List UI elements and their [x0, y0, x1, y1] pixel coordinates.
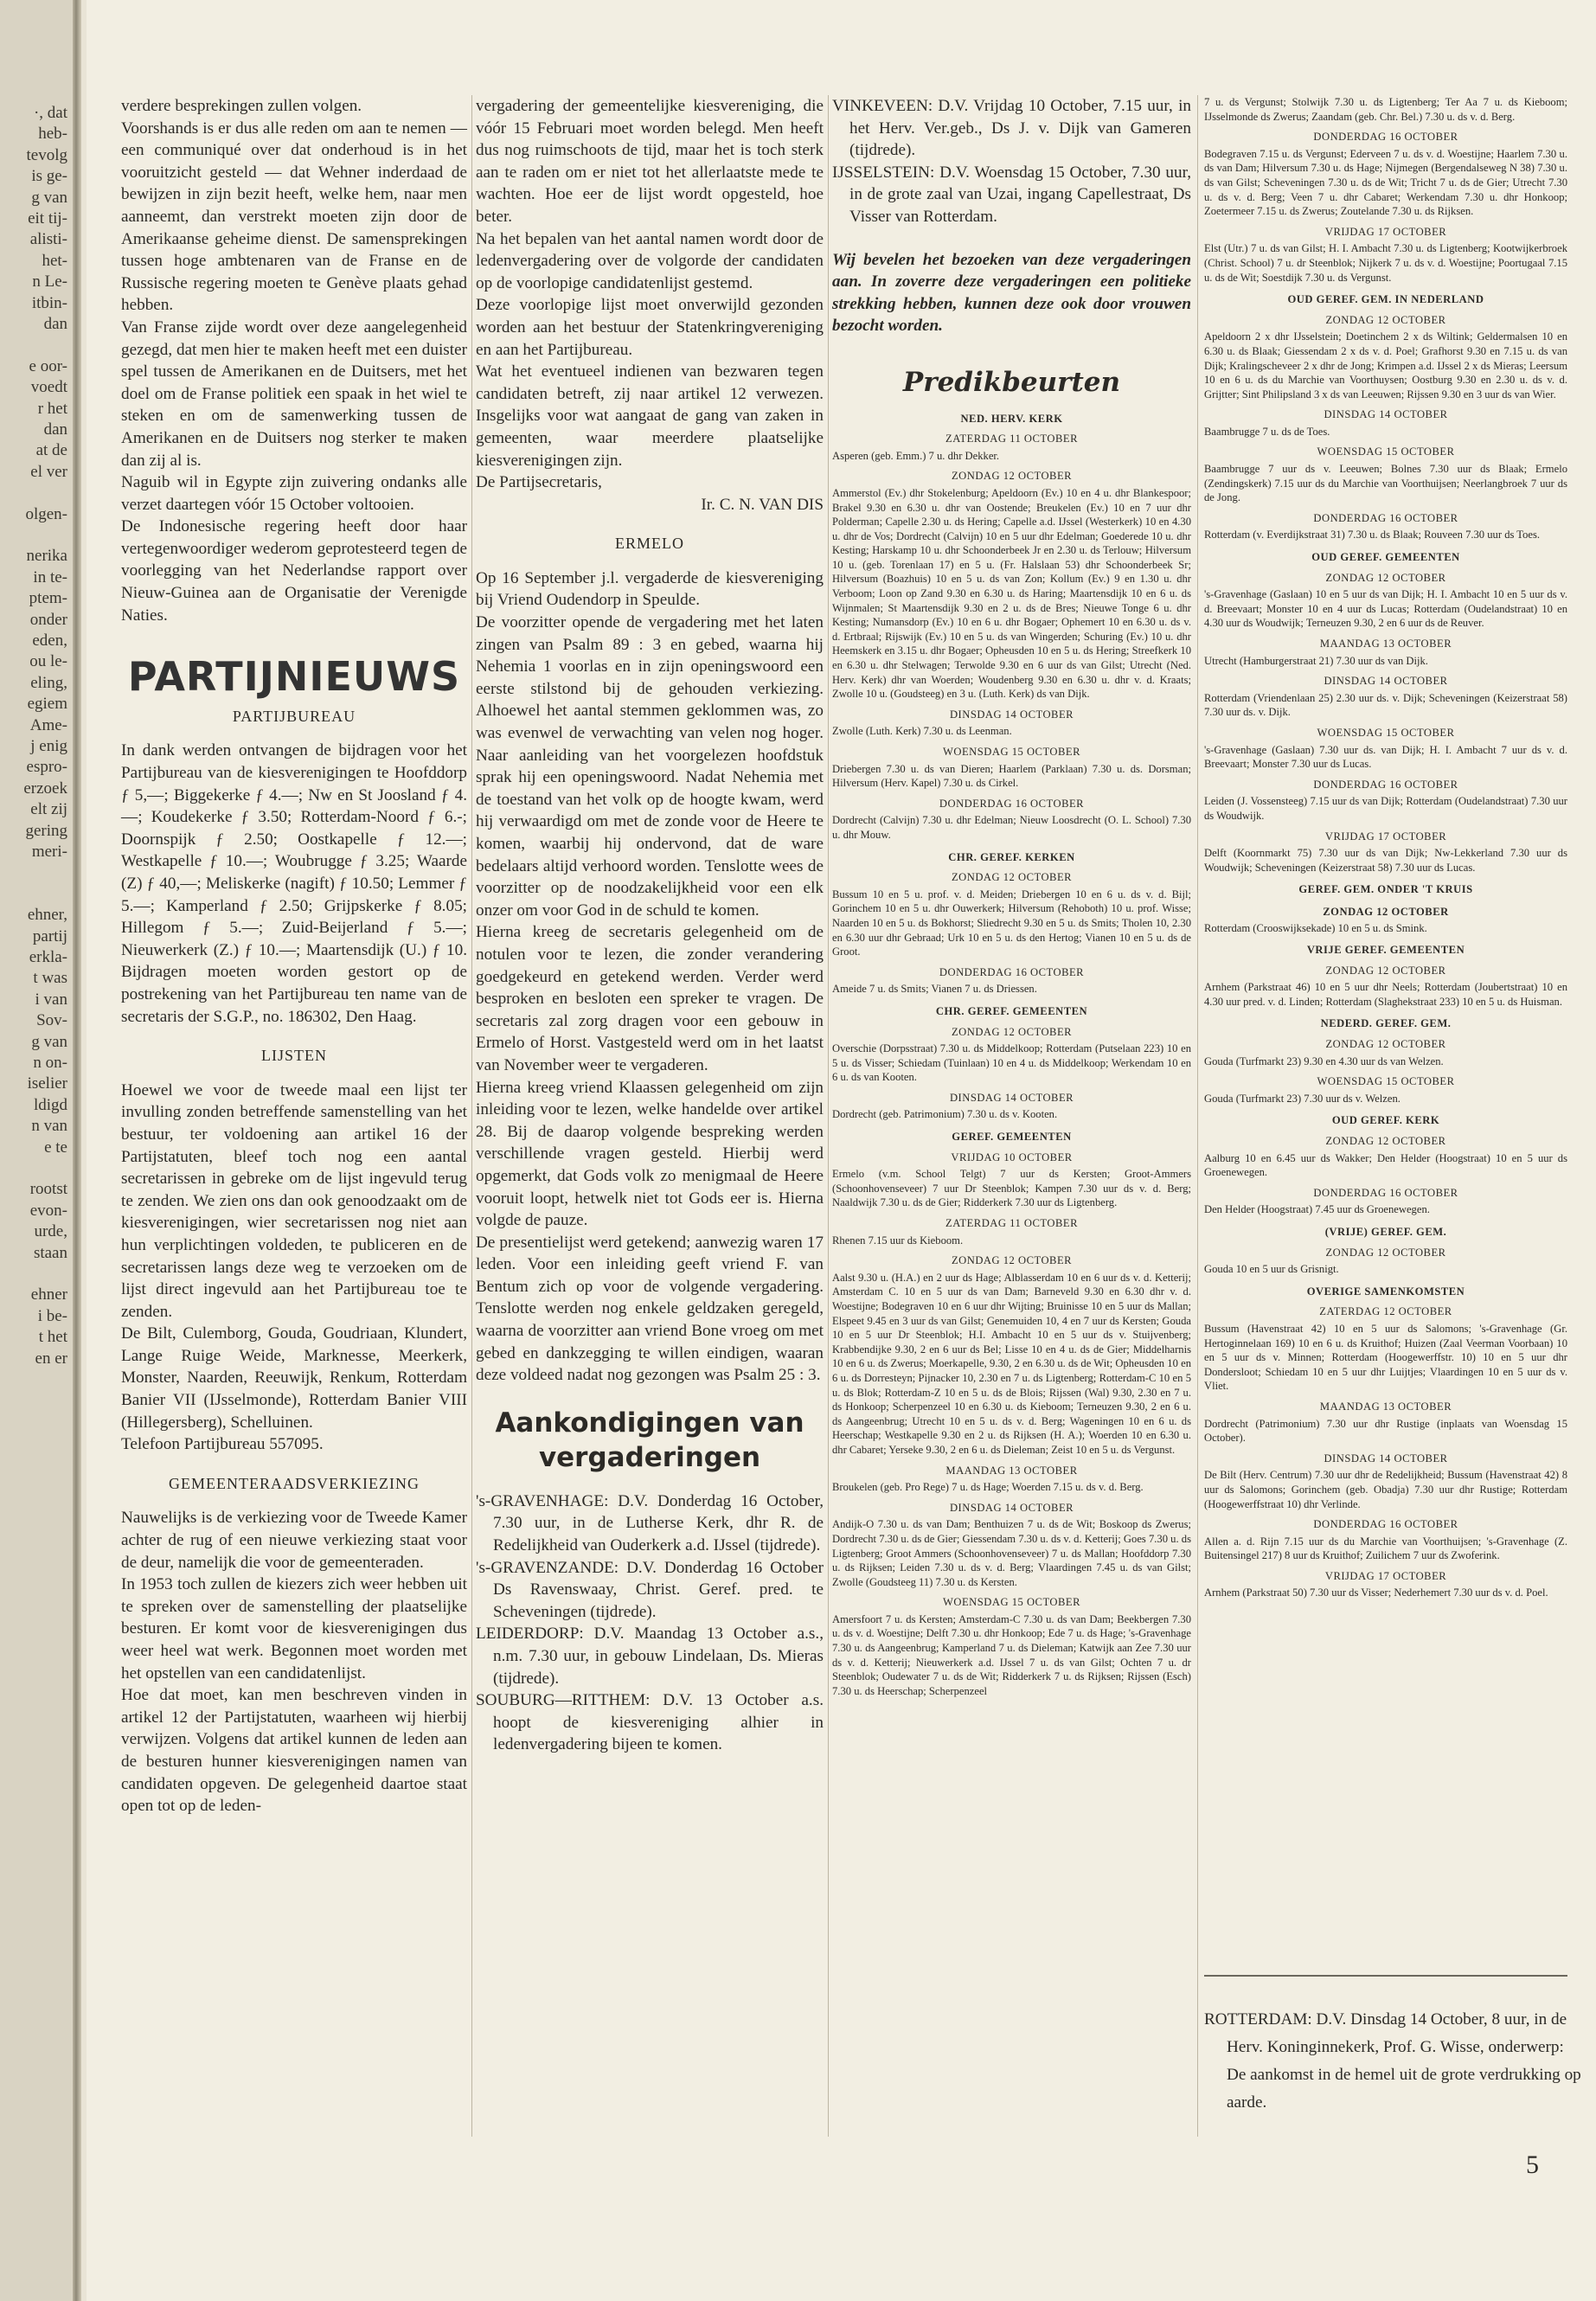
schedule-entry: Dordrecht (Calvijn) 7.30 u. dhr Edelman; Nieuw Loosdrecht (O. L. School) 7.30 u. dhr Mouw. [832, 814, 1191, 841]
schedule-entry: Ammerstol (Ev.) dhr Stokelenburg; Apeldoorn (Ev.) 10 en 4 u. dhr Blankespoor; Brakel 9.30 en 6.30 u. dhr van Oostende; Breukelen (Ev.) 10 en 7 uur dhr Polderman; Capelle 2.30 u. ds Hering; Capelle a.d. IJssel (Westerkerk) 10 en 4.30 u. dhr de Vos; Dordrecht (Calvijn) 10 en 5 uur dhr Edelman; Goederede 10 u. dhr Kesting; Harskamp 10 u. dhr Schoonderbeek Jr en 2.30 u. ds Terlouw; Hilversum 10 u. (geb. Torenlaan 17) en 5 u. (Fr. Halslaan 53) dhr Schoonderbeek Sr; Hilversum (Boazhuis) 10 en 5 u. ds van Zon; Kollum (Ev.) 9 en 1.30 u. dhr Verboom; Loon op Zand 9.30 en 6.30 u. ds Haring; Maartensdijk 10 en 6 u. ds Wijnmalen; St Maartensdijk 9.30 en 2 u. ds de Bres; Nieuwe Tonge 6 u. dhr Kesting; Numansdorp (Ev.) 10 en 6 u. dhr Bogaer; Ophemert 10 en 6.30 u. ds v. d. Ertbraal; Rijswijk (Ev.) 10 en 5 u. ds van Wingerden; Schuring (Ev.) 10 u. dhr Heemskerk en 3.15 u. dhr Bogaer; Opheusden 10 en 5 u. ds Hering; Streefkerk 10 en 6.30 u. dhr Stelwagen; Terwolde 9.30 en 6 uur ds van Gilst; Utrecht (Ned. Herv. Kerk) dhr van Woerden; Woudenberg 9.30 en 6.30 u. dhr v. d. Kraats; Zwolle 10 u. (Goudsteeg) en 3 u. (Luth. Kerk) ds van Dijk. [832, 486, 1191, 701]
announcement: VINKEVEEN: D.V. Vrijdag 10 October, 7.15 uur, in het Herv. Ver.geb., Ds J. v. Dijk van Gameren (tijdrede). [832, 97, 1191, 160]
day-heading: MAANDAG 13 OCTOBER [945, 1464, 1078, 1477]
day-heading: WOENSDAG 15 OCTOBER [943, 1596, 1080, 1609]
day-heading: ZONDAG 12 OCTOBER [951, 470, 1073, 483]
paragraph: Nauwelijks is de verkiezing voor de Tweede Kamer achter de rug of een nieuwe verkiezing staat voor de deur, namelijk die voor de gemeenteraden. [121, 1509, 467, 1572]
paragraph: De Partijsecretaris, [476, 473, 602, 492]
schedule-entry: Leiden (J. Vossensteeg) 7.15 uur ds van Dijk; Rotterdam (Oudelandstraat) 7.30 uur ds Woudwijk. [1204, 795, 1567, 822]
gutter-fragment: onder [29, 610, 67, 629]
day-heading: DINSDAG 14 OCTOBER [949, 708, 1074, 721]
schedule-entry: Zwolle (Luth. Kerk) 7.30 u. ds Leenman. [832, 725, 1012, 738]
paragraph: Op 16 September j.l. vergaderde de kiesvereniging bij Vriend Oudendorp in Speulde. [476, 568, 824, 610]
announcement: IJSSELSTEIN: D.V. Woensdag 15 October, 7.30 uur, in de grote zaal van Uzai, ingang Capellestraat, Ds Visser van Rotterdam. [832, 163, 1191, 226]
signature: Ir. C. N. VAN DIS [701, 495, 824, 514]
previous-page-gutter [0, 0, 80, 2301]
day-heading: ZONDAG 12 OCTOBER [951, 871, 1073, 884]
schedule-entry: Gouda 10 en 5 uur ds Grisnigt. [1204, 1263, 1339, 1276]
schedule-entry: Asperen (geb. Emm.) 7 u. dhr Dekker. [832, 449, 1000, 462]
gutter-fragment: meri- [31, 843, 67, 861]
gutter-fragment: het- [42, 251, 67, 270]
paragraph: verdere besprekingen zullen volgen. [121, 97, 362, 115]
schedule-entry: Rotterdam (v. Everdijkstraat 31) 7.30 u. ds Blaak; Rouveen 7.30 uur ds Toes. [1204, 529, 1541, 542]
schedule-entry: Rotterdam (Crooswijksekade) 10 en 5 u. ds Smink. [1204, 921, 1427, 934]
day-heading: ZONDAG 12 OCTOBER [1325, 1246, 1446, 1259]
day-heading: ZONDAG 12 OCTOBER [1325, 313, 1446, 326]
schedule-entry: Dordrecht (geb. Patrimonium) 7.30 u. ds v. Kooten. [832, 1108, 1058, 1121]
schedule-entry: Driebergen 7.30 u. ds van Dieren; Haarlem (Parklaan) 7.30 u. ds. Dorsman; Hilversum (Herv. Kapel) 7.30 u. ds Cirkel. [832, 762, 1191, 790]
schedule-entry: Arnhem (Parkstraat 50) 7.30 uur ds Visser; Nederhemert 7.30 uur ds v. d. Poel. [1204, 1586, 1548, 1599]
church-schedule [832, 412, 1191, 1699]
gutter-fragment: eden, [32, 631, 67, 650]
schedule-entry: Utrecht (Hamburgerstraat 21) 7.30 uur ds van Dijk. [1204, 654, 1428, 667]
gutter-fragment: en er [35, 1349, 67, 1368]
gutter-fragment: nerika [26, 547, 67, 566]
paragraph: Hoewel we voor de tweede maal een lijst ter invulling zonden betreffende samenstelling van het bestuur, ter voldoening aan artikel 16 der Partijstatuten, bleef toch nog een aantal secretarissen in gebreke om de lijst ingevuld terug te zenden. We zien ons dan ook genoodzaakt om de kiesverenigingen, wier secretarissen nog niet aan hun verplichtingen voldeden, te publiceren en de secretarissen langs deze weg te verzoeken om de lijst direct ingevuld aan het Partijbureau toe te zenden. [121, 1080, 467, 1321]
gutter-fragment: eling, [30, 673, 67, 692]
gutter-fragment: ehner [30, 1285, 67, 1304]
gutter-fragment: ldigd [33, 1095, 67, 1114]
column-4 [1204, 95, 1567, 1602]
day-heading: DONDERDAG 16 OCTOBER [1313, 1186, 1458, 1199]
day-heading: ZATERDAG 12 OCTOBER [1319, 1305, 1452, 1318]
gutter-fragment: elt zij [30, 800, 67, 819]
partijnieuws-title: PARTIJNIEUWS [127, 653, 461, 701]
day-heading: VRIJDAG 17 OCTOBER [1324, 830, 1447, 843]
gutter-fragment: espro- [26, 758, 67, 777]
recommendation-note: Wij bevelen het bezoeken van deze vergaderingen aan. In zoverre deze vergaderingen een politieke strekking hebben, kunnen deze ook door vrouwen bezocht worden. [832, 250, 1191, 336]
column-divider [471, 95, 472, 2137]
day-heading: DONDERDAG 16 OCTOBER [1313, 511, 1458, 524]
paragraph: Wat het eventueel indienen van bezwaren tegen candidaten betreft, zij naar artikel 12 verwezen. Insgelijks voor wat aangaat de gang van zaken in gemeenten, waar meerdere plaatselijke kiesverenigingen zijn. [476, 362, 824, 470]
lijsten-heading: LIJSTEN [261, 1047, 327, 1065]
gutter-fragment: ptem- [29, 589, 67, 608]
gutter-fragment: gering [25, 821, 67, 840]
gutter-fragment: n on- [33, 1054, 67, 1072]
gutter-fragment: itbin- [31, 293, 67, 312]
church-heading: VRIJE GEREF. GEMEENTEN [1306, 944, 1465, 957]
schedule-entry: Amersfoort 7 u. ds Kersten; Amsterdam-C 7.30 u. ds van Dam; Beekbergen 7.30 u. ds v. d. Woestijne; Delft 7.30 u. dhr Honkoop; Ede 7 u. ds Hage; 's-Gravenhage 7.30 u. ds Aangeenbrug; Kamperland 7 u. ds Dieleman; Katwijk aan Zee 7.30 uur ds v. d. Ketterij; Nieuwerkerk a.d. IJssel 7 u. ds van Gilst; Ochten 7 u. dr Steenblok; Oudewater 7 u. ds de Wit; Ridderkerk 7 u. ds Rijksen; Rijssen (Esch) 7.30 u. ds Heerschap; Scherpenzeel [832, 1612, 1191, 1697]
gutter-fragment: alisti- [29, 230, 67, 249]
paragraph: Naguib wil in Egypte zijn zuivering ondanks alle verzet daartegen vóór 15 October voltooien. [121, 473, 467, 514]
schedule-entry: Ermelo (v.m. School Telgt) 7 uur ds Kersten; Groot-Ammers (Schoonhovenseveer) 7 uur Dr Steenblok; Kampen 7.30 uur ds v. d. Berg; Naaldwijk 7.30 u. ds de Gier; Ridderkerk 7.30 uur ds Ligtenberg. [832, 1168, 1191, 1209]
gutter-fragment: staan [33, 1243, 67, 1262]
schedule-entry: Baambrugge 7 uur ds v. Leeuwen; Bolnes 7.30 uur ds Blaak; Ermelo (Zendingskerk) 7.15 uur ds du Marchie van Voorthuijsen; Neerlangbroek 7 uur ds de Jong. [1204, 463, 1567, 504]
column-divider [1197, 95, 1198, 2137]
day-heading: ZONDAG 12 OCTOBER [951, 1254, 1073, 1267]
church-heading: OVERIGE SAMENKOMSTEN [1306, 1285, 1465, 1298]
paragraph: Telefoon Partijbureau 557095. [121, 1435, 324, 1454]
gutter-fragment: olgen- [25, 504, 67, 523]
gutter-fragment: dan [43, 420, 67, 439]
gutter-fragment: in te- [33, 567, 67, 586]
day-heading: VRIJDAG 17 OCTOBER [1324, 225, 1447, 238]
paragraph: Hierna kreeg de secretaris gelegenheid om de notulen voor te lezen, die zonder verandering goedgekeurd en getekend werden. Verder werd besproken en besloten een spreker te vragen. De secretaris zal zorg dragen voor een gebouw in Ermelo of Horst. Vastgesteld werd om in het laatst van November weer te vergaderen. [476, 923, 824, 1074]
gutter-fragment: t was [33, 969, 67, 988]
gutter-fragment: i be- [37, 1306, 67, 1325]
gutter-fragment: erkla- [29, 948, 67, 966]
gutter-fragment: Sov- [36, 1011, 67, 1030]
day-heading: VRIJDAG 17 OCTOBER [1324, 1569, 1447, 1582]
church-heading: CHR. GEREF. KERKEN [948, 850, 1075, 863]
day-heading: DINSDAG 14 OCTOBER [949, 1501, 1074, 1514]
partijbureau-heading: PARTIJBUREAU [232, 707, 356, 725]
day-heading: WOENSDAG 15 OCTOBER [1317, 1075, 1455, 1088]
day-heading: ZONDAG 12 OCTOBER [1325, 964, 1446, 977]
day-heading: DONDERDAG 16 OCTOBER [1313, 131, 1458, 144]
day-heading: VRIJDAG 10 OCTOBER [951, 1150, 1073, 1163]
gutter-fragment: voedt [30, 378, 67, 397]
day-heading: MAANDAG 13 OCTOBER [1319, 638, 1452, 650]
gutter-fragment: urde, [34, 1222, 67, 1241]
schedule-entry: Broukelen (geb. Pro Rege) 7 u. ds Hage; Woerden 7.15 u. ds v. d. Berg. [832, 1481, 1144, 1494]
gemeenteraadsverkiezing-heading: GEMEENTERAADSVERKIEZING [169, 1474, 420, 1492]
schedule-entry: Gouda (Turfmarkt 23) 9.30 en 4.30 uur ds van Welzen. [1204, 1054, 1444, 1067]
paragraph: Hoe dat moet, kan men beschreven vinden in artikel 12 der Partijstatuten, waarheen wij hierbij verwijzen. Volgens dat artikel kunnen de leden aan de besturen hunner kiesverenigingen namen van candidaten opgeven. De gelegenheid daartoe staat open tot op de leden- [121, 1686, 467, 1816]
schedule-entry: De Bilt (Herv. Centrum) 7.30 uur dhr de Redelijkheid; Bussum (Havenstraat 42) 8 uur ds Salomons; Gorinchem (geb. Obadja) 7.30 uur dhr Rustige; Rotterdam (Hoogewerffstraat 10) dhr Verlinde. [1204, 1469, 1567, 1510]
schedule-entry: Overschie (Dorpsstraat) 7.30 u. ds Middelkoop; Rotterdam (Putselaan 223) 10 en 5 u. ds Visser; Schiedam (Tuinlaan) 10 en 4 u. ds Middelkoop; Werkendam 10 en 6 u. ds van Kooten. [832, 1042, 1191, 1084]
gutter-fragment: r het [37, 399, 67, 418]
gutter-fragment: n Le- [32, 272, 67, 292]
church-heading: (VRIJE) GEREF. GEM. [1324, 1226, 1447, 1238]
paragraph: Deze voorlopige lijst moet onverwijld gezonden worden aan het bestuur der Statenkringvereniging en aan het Partijbureau. [476, 296, 824, 359]
schedule-entry: Elst (Utr.) 7 u. ds van Gilst; H. I. Ambacht 7.30 u. ds Ligtenberg; Kootwijkerbroek (Christ. School) 7 u. dr Steenblok; Nijkerk 7 u. ds v. d. Woestijne; Poortugaal 7.15 u. ds de Wit; Soestdijk 7.30 u. ds Vergunst. [1204, 242, 1567, 284]
schedule-entry: Dordrecht (Patrimonium) 7.30 uur dhr Rustige (inplaats van Woensdag 15 October). [1204, 1417, 1567, 1445]
gutter-fragment: ·, dat [33, 104, 67, 122]
schedule-entry: 's-Gravenhage (Gaslaan) 7.30 uur ds. van Dijk; H. I. Ambacht 7 uur ds v. d. Breevaart; Monster 7.30 uur ds Lucas. [1204, 743, 1567, 771]
schedule-entry: Bussum 10 en 5 u. prof. v. d. Meiden; Driebergen 10 en 6 u. ds v. d. Bijl; Gorinchem 10 en 5 u. dhr Ouwerkerk; Hilversum (Rehoboth) 10 u. prof. Wisse; Naarden 10 en 5 u. ds Bokhorst; Sliedrecht 9.30 en 5 u. ds Smits; Tholen 10, 2.30 en 6.30 uur dhr Gebraad; Urk 10 en 5 u. ds den Hertog; Vianen 10 en 5 u. ds de Groot. [832, 888, 1191, 958]
schedule-entry: Aalburg 10 en 6.45 uur ds Wakker; Den Helder (Hoogstraat) 10 en 5 uur ds Groenewegen. [1204, 1151, 1567, 1179]
rotterdam-announcement: ROTTERDAM: D.V. Dinsdag 14 October, 8 uur, in de Herv. Koninginnekerk, Prof. G. Wisse, onderwerp: De aankomst in de hemel uit de grote verdrukking op aarde. [1204, 2010, 1581, 2112]
day-heading: MAANDAG 13 OCTOBER [1319, 1400, 1452, 1413]
church-heading: GEREF. GEMEENTEN [952, 1131, 1072, 1144]
church-heading: NEDERD. GEREF. GEM. [1320, 1017, 1452, 1030]
gutter-fragment: t het [38, 1328, 67, 1347]
day-heading: DINSDAG 14 OCTOBER [1324, 675, 1448, 688]
day-heading: ZATERDAG 11 OCTOBER [945, 1217, 1078, 1230]
day-heading: DONDERDAG 16 OCTOBER [1313, 778, 1458, 791]
schedule-entry: Den Helder (Hoogstraat) 7.45 uur ds Groenewegen. [1204, 1203, 1430, 1216]
day-heading: WOENSDAG 15 OCTOBER [1317, 726, 1455, 739]
church-heading: ZONDAG 12 OCTOBER [1323, 905, 1449, 918]
gutter-fragment: j enig [30, 737, 67, 755]
gutter-fragment: evon- [29, 1201, 67, 1220]
gutter-fragment: g van [31, 188, 67, 207]
church-heading: OUD GEREF. KERK [1331, 1114, 1440, 1127]
gutter-fragment: n van [31, 1117, 67, 1136]
schedule-entry: 's-Gravenhage (Gaslaan) 10 en 5 uur ds van Dijk; H. I. Ambacht 10 en 5 uur ds v. d. Breevaart; Monster 10 en 4 uur ds Lucas; Rotterdam (Oudelandstraat) 10 en 4.30 uur ds Woudwijk; Terneuzen 9.30, 2 en 6 uur ds de Reuver. [1204, 588, 1567, 630]
column-3 [832, 95, 1191, 1698]
ermelo-heading: ERMELO [615, 535, 684, 553]
paragraph: De voorzitter opende de vergadering met het laten zingen van Psalm 89 : 3 en gebed, waarna hij Nehemia 1 voorlas en in zijn openingswoord een eerste stilstond bij de gehouden verkiezing. Alhoewel het aantal stemmen geklommen was, zo was evenwel de verwachting van velen nog hoger. Naar aanleiding van het voorgelezen hoofdstuk sprak hij een openingswoord. Nadat Nehemia met de toestand van het volk op de hoogte kwam, werd hij verwaardigd om met de zonde voor de Heere te komen, waarbij hij ondervond, dat de ware bedelaars altijd verhoord worden. Tenslotte wees de voorzitter op de noodzakelijkheid voor een elk onzer om voor God in de schuld te komen. [476, 613, 824, 920]
church-heading: GEREF. GEM. ONDER 'T KRUIS [1298, 883, 1473, 896]
column-2 [476, 95, 824, 1756]
gutter-fragment: at de [35, 441, 67, 460]
day-heading: DONDERDAG 16 OCTOBER [939, 797, 1085, 810]
column-1 [121, 95, 467, 1817]
paragraph: vergadering der gemeentelijke kiesvereniging, die vóór 15 Februari moet worden belegd. Men heeft dus nog ruimschoots de tijd, maar het is toch sterk aan te raden om er niet tot het allerlaatste mede te wachten. Hoe eer de lijst wordt opgesteld, hoe beter. [476, 97, 824, 226]
schedule-entry: Bussum (Havenstraat 42) 10 en 5 uur ds Salomons; 's-Gravenhage (Gr. Hertoginnelaan 169) 10 en 6 u. ds Kruithof; Huizen (Zaal Veerman Voorbaan) 10 en 5 uur ds v. Minnen; Rotterdam (Hoogewerffstr. 10) 10 en 5 uur dhr Dondersloot; Schiedam 10 en 5 uur dhr Luijtjes; Vlaardingen 10 en 5 uur ds v. Vliet. [1204, 1322, 1567, 1393]
paragraph: De presentielijst werd getekend; aanwezig waren 17 leden. Voor een inleiding geeft vriend F. van Bentum zich op voor de volgende vergadering. Tenslotte werden nog enkele geldzaken geregeld, waarna de voorzitter aan vriend Bone vroeg om met gebed en dankzegging te willen eindigen, waaran deze voldeed nadat nog gezongen was Psalm 25 : 3. [476, 1233, 824, 1385]
schedule-entry: Aalst 9.30 u. (H.A.) en 2 uur ds Hage; Alblasserdam 10 en 6 uur ds v. d. Ketterij; Amsterdam C. 10 en 5 uur ds van Dam; Barneveld 9.30 en 6.30 dhr v. d. Woestijne; Bodegraven 10 en 6 uur dhr Wijting; Bruinisse 10 en 5 uur ds Mallan; Elspeet 9.45 en 3 uur ds van Gilst; Genemuiden 10, 4 en 7 uur ds Kersten; Gouda 10 en 5 uur Dr Steenblok; H.I. Ambacht 10 en 5 uur ds v. Stuijvenberg; Krabbendijke 9.30, 2 en 6 uur ds Bel; Lisse 10 en 4 u. ds de Gier; Middelharnis 10 en 6 u. ds Zwerus; Moerkapelle, 9.30, 2 en 6.30 u. ds de Wit; Opheusden 10 en 6 u. ds Dorresteyn; Pijnacker 10, 2.30 en 7 u. ds Ligtenberg; Rotterdam-C 10 en 5 u. ds Blok; Rotterdam-Z 10 en 5 u. ds de Blois; Rijssen (Wal) 9.30, 2.30 en 7 u. ds Honkoop; Scherpenzeel 10 en 6.30 u. ds Kieboom; Terneuzen 9.30, 2 en 6 u. ds Aangeenbrug; Utrecht 10 en 5 u. ds v. d. Berg; Wageningen 10 en 6 u. ds Heerschap; Westkapelle 9.30 en 2 u. ds Rijksen (H. A.); Woerden 10 en 6.30 u. dhr Cabaret; Yerseke 9.30, 2 en 6 u. ds Dieleman; Zeist 10 en 5 u. ds Vergunst. [832, 1271, 1191, 1456]
aankondigingen-heading: Aankondigingen van vergaderingen [495, 1407, 804, 1473]
gutter-fragment: el ver [30, 462, 67, 481]
announcement: 's-GRAVENHAGE: D.V. Donderdag 16 October, 7.30 uur, in de Lutherse Kerk, dhr R. de Redelijkheid van Ouderkerk a.d. IJssel (tijdrede). [476, 1491, 824, 1555]
paragraph: Van Franse zijde wordt over deze aangelegenheid gezegd, dat men hier te maken heeft met een duister spel tussen de Amerikanen en de Duitsers, met het doel om de Franse politiek een spaak in het wiel te steken en om de samenwerking tussen de Amerikanen en de Duitsers nog sterker te maken dan zij al is. [121, 317, 467, 470]
gutter-fragment: i van [35, 990, 67, 1009]
schedule-entry: Gouda (Turfmarkt 23) 7.30 uur ds v. Welzen. [1204, 1092, 1401, 1105]
schedule-entry: Bodegraven 7.15 u. ds Vergunst; Ederveen 7 u. ds v. d. Woestijne; Haarlem 7.30 u. ds van Dam; Hilversum 7.30 u. ds Hage; Nijmegen (Bergendalseweg N 38) 7.30 u. ds van Gilst; Scheveningen 7.30 u. ds de Wit; Tricht 7 u. ds de Gier; Utrecht 7.30 u. ds v. d. Berg; Veen 7 u. dhr Cabaret; Werkendam 7.30 u. dhr Honkoop; Zoetermeer 7.15 u. ds Zwerus; Zoutelande 7.30 u. ds Rijksen. [1204, 147, 1567, 218]
day-heading: DINSDAG 14 OCTOBER [949, 1091, 1074, 1104]
paragraph: In dank werden ontvangen de bijdragen voor het Partijbureau van de kiesverenigingen te Hoofddorp ƒ 5,—; Biggekerke ƒ 4.—; Nw en St Joosland ƒ 4.—; Koudekerke ƒ 3.50; Rotterdam-Noord ƒ 6.-; Doornspijk ƒ 2.50; Oostkapelle ƒ 12.—; Westkapelle ƒ 10.—; Woubrugge ƒ 3.25; Waarde (Z) ƒ 40,—; Meliskerke (nagift) ƒ 10.50; Lemmer ƒ 5.—; Kamperland ƒ 2.50; Grijpskerke ƒ 8.05; Hillegom ƒ 5.—; Zuid-Beijerland ƒ 5.—; Nieuwerkerk (Z.) ƒ 10.—; Maartensdijk (U.) ƒ 10. Bijdragen moeten worden gestort op de postrekening van het Partijbureau ten name van de secretaris der S.G.P., no. 186302, Den Haag. [121, 741, 467, 1026]
schedule-entry: Allen a. d. Rijn 7.15 uur ds du Marchie van Voorthuijsen; 's-Gravenhage (Z. Buitensingel 217) 8 uur ds Kruithof; Zuilichem 7 uur ds Zwoferink. [1204, 1535, 1567, 1562]
day-heading: WOENSDAG 15 OCTOBER [943, 746, 1080, 758]
announcement: 's-GRAVENZANDE: D.V. Donderdag 16 October Ds Ravenswaay, Christ. Geref. pred. te Scheveningen (tijdrede). [476, 1558, 824, 1621]
day-heading: ZONDAG 12 OCTOBER [1325, 571, 1446, 584]
day-heading: DINSDAG 14 OCTOBER [1324, 408, 1448, 421]
schedule-entry: Rhenen 7.15 uur ds Kieboom. [832, 1234, 964, 1247]
divider [1204, 1975, 1567, 1977]
gutter-fragment: heb- [38, 125, 67, 144]
day-heading: ZONDAG 12 OCTOBER [1325, 1135, 1446, 1148]
schedule-entry: Rotterdam (Vriendenlaan 25) 2.30 uur ds. v. Dijk; Scheveningen (Keizerstraat 58) 7.30 uur ds. v. Dijk. [1204, 691, 1567, 719]
paragraph: Na het bepalen van het aantal namen wordt door de ledenvergadering over de volgorde der candidaten op de voorlopige candidatenlijst gestemd. [476, 229, 824, 292]
schedule-entry: Apeldoorn 2 x dhr IJsselstein; Doetinchem 2 x ds Wiltink; Geldermalsen 10 en 6.30 u. ds Blaak; Giessendam 2 x ds v. d. Poel; Grafhorst 9.30 en 7.15 u. ds van Dijk; Kralingscheveer 2 x dhr de Jong; Krimpen a.d. IJssel 2 x ds Mieras; Leersum 10 en 6 u. ds du Marchie van Voorthuysen; Oostburg 9.30 en 2.30 u. ds v. d. Grijtter; Sint Philipsland 3 x ds van Leeuwen; Rijssen 9.30 en 3 uur ds van Wier. [1204, 330, 1567, 401]
gutter-fragment: tevolg [26, 145, 67, 164]
day-heading: ZONDAG 12 OCTOBER [1325, 1038, 1446, 1051]
church-heading: CHR. GEREF. GEMEENTEN [935, 1004, 1088, 1017]
day-heading: DINSDAG 14 OCTOBER [1324, 1452, 1448, 1465]
announcement: SOUBURG—RITTHEM: D.V. 13 October a.s. hoopt de kiesvereniging alhier in ledenvergadering bijeen te komen. [476, 1691, 824, 1754]
gutter-fragment: egiem [27, 695, 67, 714]
gutter-fragment: ou le- [29, 652, 67, 671]
paragraph: In 1953 toch zullen de kiezers zich weer hebben uit te spreken over de samenstelling der plaatselijke besturen. Er komt voor de kiesverenigingen dus weer heel wat werk. Begonnen moet worden met het opstellen van een candidatenlijst. [121, 1575, 467, 1682]
day-heading: ZONDAG 12 OCTOBER [951, 1025, 1073, 1038]
schedule-entry: 7 u. ds Vergunst; Stolwijk 7.30 u. ds Ligtenberg; Ter Aa 7 u. ds Kieboom; IJsselmonde ds Zwerus; Zaandam (geb. Chr. Bel.) 7.30 u. ds v. d. Berg. [1204, 96, 1567, 123]
predikbeurten-heading: Predikbeurten [902, 366, 1121, 398]
paragraph: Voorshands is er dus alle reden om aan te nemen — een communiqué over dat onderhoud is in het vooruitzicht gesteld — dat Wehner inderdaad de bewijzen in zijn bezit heeft, welke hem, naar men aanneemt, dan verstrekt moeten zijn door de Amerikaanse geheime dienst. De samensprekingen tussen hoge ambtenaren van de Franse en de Russische regering moeten te Genève plaats gehad hebben. [121, 119, 467, 315]
day-heading: DONDERDAG 16 OCTOBER [1313, 1518, 1458, 1531]
gutter-fragment: dan [43, 315, 67, 333]
schedule-entry: Baambrugge 7 u. ds de Toes. [1204, 425, 1330, 438]
day-heading: ZATERDAG 11 OCTOBER [945, 433, 1078, 445]
paragraph: De Indonesische regering heeft door haar vertegenwoordiger wederom geprotesteerd tegen de voorlegging van het Nederlandse rapport over Nieuw-Guinea aan de Organisatie der Verenigde Naties. [121, 517, 467, 625]
paragraph: De Bilt, Culemborg, Gouda, Goudriaan, Klundert, Lange Ruige Weide, Marknesse, Meerkerk, Monster, Naarden, Reeuwijk, Renkum, Rotterdam Banier VII (IJsselmonde), Rotterdam Banier VIII (Hillegersberg), Schelluinen. [121, 1324, 467, 1432]
newspaper-page [87, 0, 1596, 2301]
gutter-fragment: eit tij- [28, 209, 67, 228]
gutter-fragment: e oor- [29, 356, 67, 375]
page-number: 5 [1526, 2150, 1539, 2179]
gutter-fragment: partij [32, 926, 67, 945]
schedule-entry: Arnhem (Parkstraat 46) 10 en 5 uur dhr Neels; Rotterdam (Joubertstraat) 10 en 4.30 uur pred. v. d. Linden; Rotterdam (Slaghekstraat 233) 10 en 5 u. ds Huisman. [1204, 981, 1567, 1008]
page-spine [73, 0, 81, 2301]
gutter-fragment: Ame- [29, 715, 67, 734]
gutter-fragment: erzoek [23, 779, 67, 798]
gutter-fragment: ehner, [27, 906, 67, 925]
gutter-fragment: g van [31, 1032, 67, 1051]
church-heading: OUD GEREF. GEMEENTEN [1311, 551, 1460, 564]
church-heading: NED. HERV. KERK [960, 412, 1063, 425]
schedule-entry: Andijk-O 7.30 u. ds van Dam; Benthuizen 7 u. ds de Wit; Boskoop ds Zwerus; Dordrecht 7.30 u. ds de Gier; Giessendam 7.30 u. ds v. d. Ketterij; Goes 7.30 u. ds Ligtenberg; Groot Ammers (Schoonhovenseveer) 7 u. ds Mallan; Hoofddorp 7.30 u. ds Rijksen; Leiden 7.30 u. ds v. d. Berg; Vlaardingen 7.45 u. ds van Gilst; Zwolle (Goudsteeg 11) 7.30 u. ds Kersten. [832, 1518, 1191, 1588]
announcement: LEIDERDORP: D.V. Maandag 13 October a.s., n.m. 7.30 uur, in gebouw Lindelaan, Ds. Mieras (tijdrede). [476, 1625, 824, 1688]
gutter-fragment: iselier [27, 1074, 67, 1093]
day-heading: DONDERDAG 16 OCTOBER [939, 965, 1085, 978]
church-heading: OUD GEREF. GEM. IN NEDERLAND [1287, 293, 1484, 306]
gutter-fragment: e te [44, 1138, 67, 1157]
day-heading: WOENSDAG 15 OCTOBER [1317, 445, 1455, 458]
schedule-entry: Delft (Koornmarkt 75) 7.30 uur ds van Dijk; Nw-Lekkerland 7.30 uur ds Woudwijk; Scheveningen (Keizerstraat 58) 7.30 uur ds Lucas. [1204, 847, 1567, 874]
schedule-entry: Ameide 7 u. ds Smits; Vianen 7 u. ds Driessen. [832, 983, 1037, 996]
paragraph: Hierna kreeg vriend Klaassen gelegenheid om zijn inleiding voor te lezen, welke handelde over artikel 28. Bij de daarop volgende bespreking werden verschillende vragen gesteld. Hierbij werd opgemerkt, dat Gods volk zo menigmaal de Heere vooruit loopt, hetwelk niet tot Gods eer is. Hierna volgde de pauze. [476, 1078, 824, 1230]
gutter-fragment: is ge- [31, 167, 67, 186]
column-divider [828, 95, 829, 2137]
gutter-fragment: rootst [29, 1180, 67, 1199]
